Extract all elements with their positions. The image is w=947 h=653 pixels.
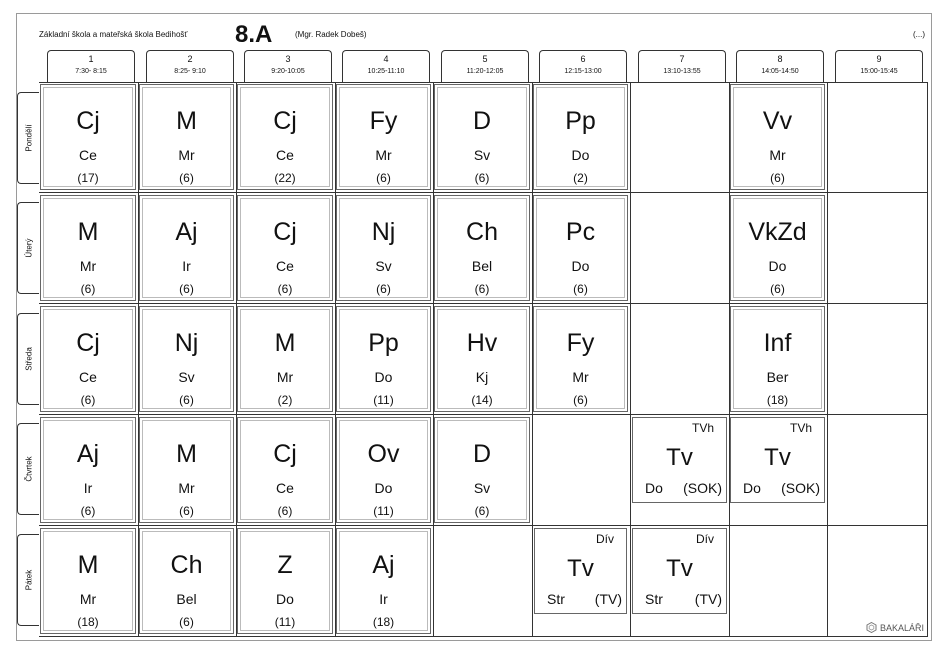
lesson-fri-4[interactable]: Aj Ir (18) bbox=[336, 528, 431, 634]
period-header-4: 4 10:25-11:10 bbox=[342, 50, 430, 82]
lesson-fri-7[interactable]: Dív Tv Str (TV) bbox=[632, 528, 727, 614]
period-header-2: 2 8:25- 9:10 bbox=[146, 50, 234, 82]
period-header-6: 6 12:15-13:00 bbox=[539, 50, 627, 82]
lesson-tue-5[interactable]: Ch Bel (6) bbox=[434, 195, 530, 301]
grid-divider bbox=[39, 303, 928, 304]
lesson-tue-2[interactable]: Aj Ir (6) bbox=[139, 195, 234, 301]
lesson-tue-6[interactable]: Pc Do (6) bbox=[533, 195, 628, 301]
class-name: 8.A bbox=[235, 21, 273, 48]
logo-text: BAKALÁŘI bbox=[880, 622, 925, 633]
grid-divider bbox=[39, 414, 928, 415]
lesson-mon-8[interactable]: Vv Mr (6) bbox=[730, 84, 825, 190]
lesson-mon-6[interactable]: Pp Do (2) bbox=[533, 84, 628, 190]
lesson-mon-2[interactable]: M Mr (6) bbox=[139, 84, 234, 190]
lesson-thu-1[interactable]: Aj Ir (6) bbox=[40, 417, 136, 523]
hexagon-icon bbox=[866, 622, 877, 633]
period-header-7: 7 13:10-13:55 bbox=[638, 50, 726, 82]
period-header-9: 9 15:00-15:45 bbox=[835, 50, 923, 82]
lesson-tue-4[interactable]: Nj Sv (6) bbox=[336, 195, 431, 301]
day-label-friday: Pátek bbox=[17, 534, 39, 626]
lesson-thu-3[interactable]: Cj Ce (6) bbox=[237, 417, 333, 523]
period-header-3: 3 9:20-10:05 bbox=[244, 50, 332, 82]
school-name: Základní škola a mateřská škola Bedihošť bbox=[39, 30, 188, 39]
period-header-1: 1 7:30- 8:15 bbox=[47, 50, 135, 82]
lesson-wed-1[interactable]: Cj Ce (6) bbox=[40, 306, 136, 412]
lesson-mon-3[interactable]: Cj Ce (22) bbox=[237, 84, 333, 190]
class-teacher: (Mgr. Radek Dobeš) bbox=[295, 30, 367, 39]
lesson-thu-5[interactable]: D Sv (6) bbox=[434, 417, 530, 523]
lesson-thu-4[interactable]: Ov Do (11) bbox=[336, 417, 431, 523]
grid-divider bbox=[827, 82, 828, 637]
day-label-wednesday: Středa bbox=[17, 313, 39, 405]
period-header-5: 5 11:20-12:05 bbox=[441, 50, 529, 82]
lesson-tue-3[interactable]: Cj Ce (6) bbox=[237, 195, 333, 301]
more-indicator: (...) bbox=[913, 30, 925, 39]
grid-divider bbox=[630, 82, 631, 637]
lesson-wed-4[interactable]: Pp Do (11) bbox=[336, 306, 431, 412]
period-header-8: 8 14:05-14:50 bbox=[736, 50, 824, 82]
day-label-monday: Pondělí bbox=[17, 92, 39, 184]
lesson-mon-1[interactable]: Cj Ce (17) bbox=[40, 84, 136, 190]
lesson-mon-4[interactable]: Fy Mr (6) bbox=[336, 84, 431, 190]
lesson-fri-2[interactable]: Ch Bel (6) bbox=[139, 528, 234, 634]
lesson-wed-5[interactable]: Hv Kj (14) bbox=[434, 306, 530, 412]
lesson-fri-3[interactable]: Z Do (11) bbox=[237, 528, 333, 634]
lesson-tue-8[interactable]: VkZd Do (6) bbox=[730, 195, 825, 301]
lesson-thu-2[interactable]: M Mr (6) bbox=[139, 417, 234, 523]
bakalari-logo bbox=[866, 622, 924, 633]
lesson-fri-6[interactable]: Dív Tv Str (TV) bbox=[534, 528, 627, 614]
lesson-fri-1[interactable]: M Mr (18) bbox=[40, 528, 136, 634]
grid-divider bbox=[39, 525, 928, 526]
lesson-wed-6[interactable]: Fy Mr (6) bbox=[533, 306, 628, 412]
day-label-tuesday: Úterý bbox=[17, 202, 39, 294]
lesson-wed-2[interactable]: Nj Sv (6) bbox=[139, 306, 234, 412]
lesson-wed-8[interactable]: Inf Ber (18) bbox=[730, 306, 825, 412]
day-label-thursday: Čtvrtek bbox=[17, 423, 39, 515]
lesson-wed-3[interactable]: M Mr (2) bbox=[237, 306, 333, 412]
lesson-tue-1[interactable]: M Mr (6) bbox=[40, 195, 136, 301]
lesson-mon-5[interactable]: D Sv (6) bbox=[434, 84, 530, 190]
lesson-thu-7[interactable]: TVh Tv Do (SOK) bbox=[632, 417, 727, 503]
grid-divider bbox=[39, 192, 928, 193]
lesson-thu-8[interactable]: TVh Tv Do (SOK) bbox=[730, 417, 825, 503]
